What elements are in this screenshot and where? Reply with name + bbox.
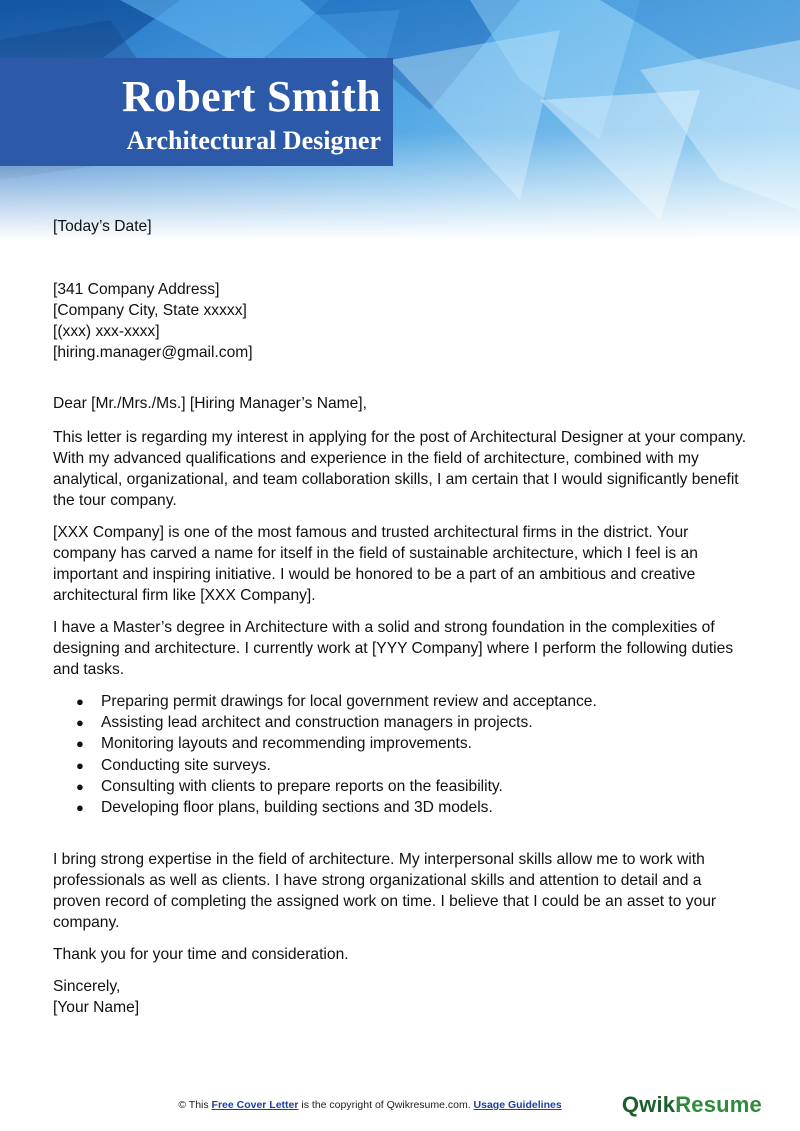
bullet-icon: ● <box>76 757 84 773</box>
list-item <box>76 776 753 797</box>
signoff: Sincerely, <box>53 978 121 996</box>
list-item <box>76 755 753 776</box>
applicant-title: Architectural Designer <box>126 126 381 155</box>
bullet-icon: ● <box>76 715 84 731</box>
list-item <box>76 733 753 754</box>
address-line: [hiring.manager@gmail.com] <box>53 344 253 361</box>
bullet-icon: ● <box>76 694 84 709</box>
address-line: [341 Company Address] <box>53 281 220 298</box>
paragraph-company: [XXX Company] is one of the most famous and trusted architectural firms in the district. Your company has carved a name for itself in the field of sustainable architecture, which I feel is an important and inspiring initiative. I would be honored to be a part of an ambitious and creative architectural firm like [XXX Company]. <box>53 524 698 604</box>
bullet-icon: ● <box>76 736 84 752</box>
letter-body <box>53 216 753 1018</box>
duties-list <box>53 691 753 818</box>
thank-you-line: Thank you for your time and consideration. <box>53 946 349 964</box>
duty-text: Conducting site surveys. <box>101 756 271 774</box>
duty-text: Preparing permit drawings for local government review and acceptance. <box>101 693 597 710</box>
duty-text: Developing floor plans, building sections and 3D models. <box>101 799 493 817</box>
duty-text: Monitoring layouts and recommending improvements. <box>101 735 472 753</box>
salutation: Dear [Mr./Mrs./Ms.] [Hiring Manager’s Name], <box>53 395 367 412</box>
list-item <box>76 712 753 733</box>
signoff-block <box>53 976 753 1018</box>
footer-middle: is the copyright of Qwikresume.com. <box>298 1099 474 1111</box>
list-item <box>76 797 753 818</box>
qwikresume-logo[interactable] <box>622 1092 762 1118</box>
address-line: [Company City, State xxxxx] <box>53 302 247 319</box>
usage-guidelines-link[interactable]: Usage Guidelines <box>473 1099 562 1111</box>
name-title-box <box>0 58 393 166</box>
address-line: [(xxx) xxx-xxxx] <box>53 323 160 340</box>
free-cover-letter-link[interactable]: Free Cover Letter <box>211 1099 299 1111</box>
list-item <box>76 691 753 712</box>
bullet-icon: ● <box>76 800 84 816</box>
paragraph-intro: This letter is regarding my interest in applying for the post of Architectural Designer at your company. With my advanced qualifications and experience in the field of architecture, combined with my analytical, organizational, and team collaboration skills, I am certain that I would significantly benefit the tour company. <box>53 429 747 509</box>
footer-prefix: © This <box>178 1099 212 1111</box>
bullet-icon: ● <box>76 778 84 794</box>
logo-part-resume: Resume <box>675 1092 762 1117</box>
applicant-name: Robert Smith <box>121 72 381 121</box>
signature-name: [Your Name] <box>53 999 140 1017</box>
logo-part-qwik: Qwik <box>621 1092 676 1117</box>
paragraph-experience: I have a Master’s degree in Architecture with a solid and strong foundation in the complexities of designing and architecture. I currently work at [YYY Company] where I perform the following duties and tasks. <box>53 619 734 678</box>
duty-text: Assisting lead architect and construction managers in projects. <box>101 714 533 732</box>
recipient-address <box>53 279 753 363</box>
paragraph-closing: I bring strong expertise in the field of architecture. My interpersonal skills allow me to work with professionals as well as clients. I have strong organizational skills and attention to detail and a proven record of completing the assigned work on time. I believe that I could be an asset to your company. <box>53 851 717 932</box>
duty-text: Consulting with clients to prepare reports on the feasibility. <box>101 777 503 795</box>
letter-date: [Today’s Date] <box>53 218 152 235</box>
